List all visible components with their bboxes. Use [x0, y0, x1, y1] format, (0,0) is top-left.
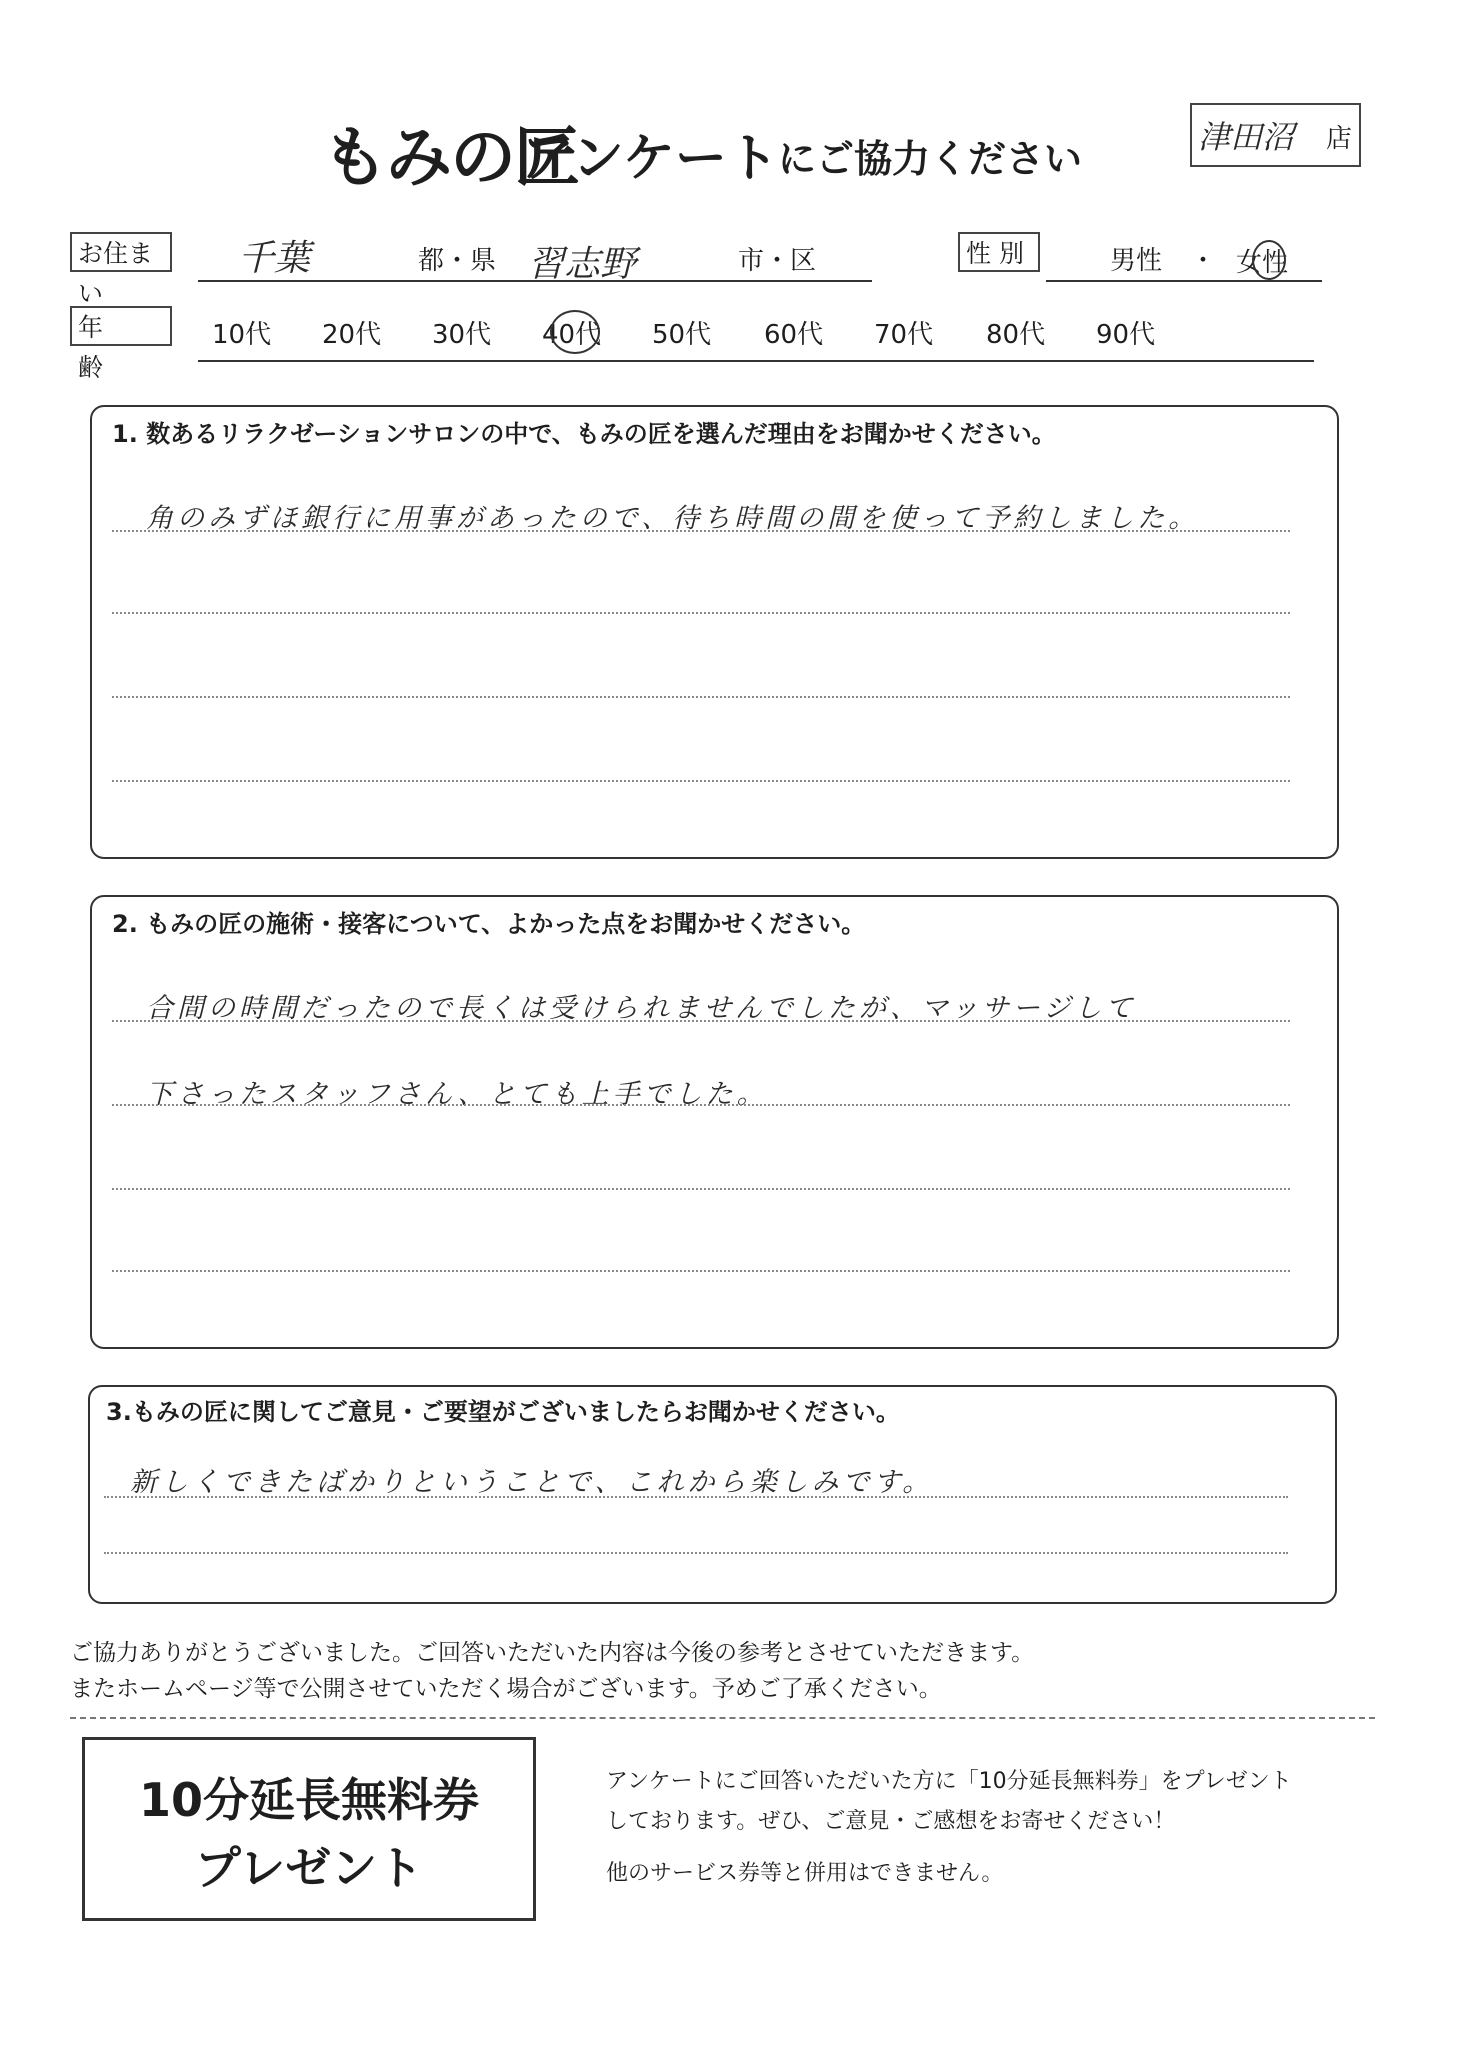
answer-line: [112, 696, 1290, 698]
age-option-80[interactable]: 80代: [986, 320, 1046, 350]
survey-title: アンケート: [522, 129, 779, 189]
question-1-text: 1. 数あるリラクゼーションサロンの中で、もみの匠を選んだ理由をお聞かせください。: [112, 420, 1056, 448]
answer-line: [112, 1270, 1290, 1272]
question-2-panel: [90, 895, 1339, 1349]
age-option-30[interactable]: 30代: [432, 320, 492, 350]
answer-line: [112, 1104, 1290, 1106]
question-2-answer-line-1[interactable]: 合間の時間だったので長くは受けられませんでしたが、マッサージして: [146, 993, 1137, 1024]
coupon-box: [82, 1737, 536, 1921]
age-selected-circle: [550, 310, 600, 354]
answer-line: [104, 1496, 1288, 1498]
question-2-text: 2. もみの匠の施術・接客について、よかった点をお聞かせください。: [112, 910, 866, 938]
city-value[interactable]: 習志野: [528, 244, 637, 285]
answer-line: [112, 612, 1290, 614]
gender-selected-circle: [1252, 240, 1286, 280]
logo: もみの匠: [322, 118, 578, 196]
question-2-answer-line-2[interactable]: 下さったスタッフさん、とても上手でした。: [146, 1079, 768, 1110]
age-option-60[interactable]: 60代: [764, 320, 824, 350]
coupon-title: 10分延長無料券: [138, 1773, 479, 1827]
store-suffix: 店: [1326, 124, 1353, 154]
store-name: 津田沼: [1198, 118, 1295, 156]
answer-line: [112, 1188, 1290, 1190]
gender-label: 性 別: [958, 232, 1040, 272]
age-option-40[interactable]: 40代: [542, 320, 602, 350]
age-underline: [198, 360, 1314, 362]
question-1-answer[interactable]: 角のみずほ銀行に用事があったので、待ち時間の間を使って予約しました。: [146, 503, 1200, 534]
question-3-answer[interactable]: 新しくできたばかりということで、これから楽しみです。: [130, 1467, 934, 1498]
question-1-panel: [90, 405, 1339, 859]
gender-option-female[interactable]: 女性: [1236, 248, 1289, 278]
gender-option-male[interactable]: 男性: [1110, 246, 1163, 276]
promo-text-3: 他のサービス券等と併用はできません。: [606, 1861, 1004, 1886]
prefecture-suffix: 都・県: [418, 246, 497, 276]
city-suffix: 市・区: [738, 246, 817, 276]
survey-subtitle: にご協力ください: [778, 137, 1083, 181]
answer-line: [112, 530, 1290, 532]
age-option-70[interactable]: 70代: [874, 320, 934, 350]
coupon-subtitle: プレゼント: [194, 1841, 424, 1895]
thank-you-note: ご協力ありがとうございました。ご回答いただいた内容は今後の参考とさせていただきます。: [70, 1640, 1035, 1666]
dashed-separator: [70, 1717, 1375, 1719]
gender-underline: [1046, 280, 1322, 282]
answer-line: [112, 780, 1290, 782]
publish-note: またホームページ等で公開させていただく場合がございます。予めご了承ください。: [70, 1676, 942, 1702]
age-option-10[interactable]: 10代: [212, 320, 272, 350]
age-option-50[interactable]: 50代: [652, 320, 712, 350]
question-3-text: 3.もみの匠に関してご意見・ご要望がございましたらお聞かせください。: [106, 1398, 900, 1426]
age-option-20[interactable]: 20代: [322, 320, 382, 350]
promo-text-1: アンケートにご回答いただいた方に「10分延長無料券」をプレゼント: [606, 1769, 1292, 1794]
prefecture-value[interactable]: 千葉: [238, 238, 311, 279]
gender-separator: ・: [1190, 246, 1217, 276]
answer-line: [112, 1020, 1290, 1022]
age-option-90[interactable]: 90代: [1096, 320, 1156, 350]
answer-line: [104, 1552, 1288, 1554]
promo-text-2: しております。ぜひ、ご意見・ご感想をお寄せください！: [606, 1809, 1176, 1834]
address-label: お住まい: [70, 232, 172, 272]
age-label: 年 齢: [70, 306, 172, 346]
address-underline: [198, 280, 872, 282]
